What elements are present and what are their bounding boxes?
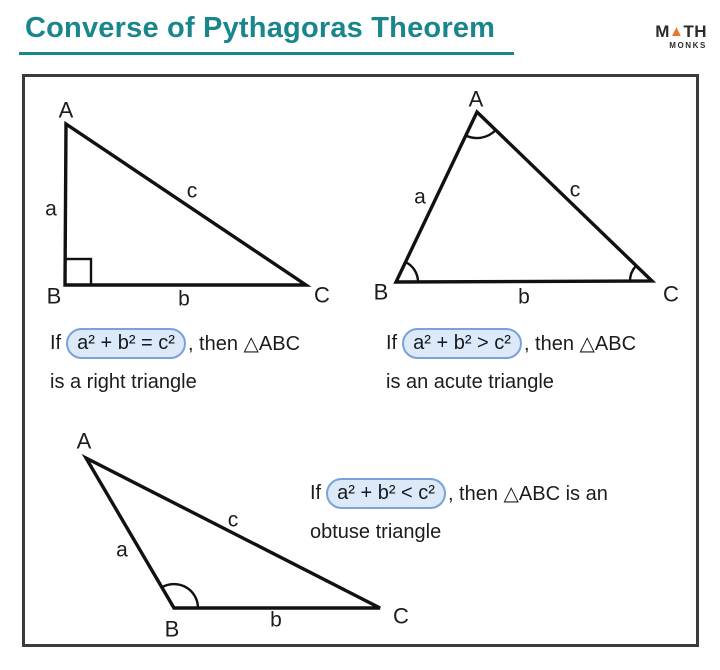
acute-triangle-shape xyxy=(396,112,652,282)
vertex-label-a: A xyxy=(76,428,92,454)
vertex-label-c: C xyxy=(393,603,409,629)
statement-line2: is an acute triangle xyxy=(386,371,554,393)
right-triangle-shape xyxy=(65,124,306,285)
vertex-label-a: A xyxy=(58,97,74,123)
side-label-b: b xyxy=(518,285,530,309)
side-label-c: c xyxy=(569,178,581,202)
statement-prefix: If xyxy=(386,332,398,354)
statement-suffix: , then △ABC is an xyxy=(447,483,608,505)
statement-line1 xyxy=(386,328,636,359)
formula-pill-equal: a² + b² = c² xyxy=(66,328,186,359)
side-label-b: b xyxy=(270,608,282,632)
logo-monks-text: MONKS xyxy=(669,41,707,50)
statement-suffix: , then △ABC xyxy=(187,333,301,355)
statement-obtuse-triangle xyxy=(310,478,608,544)
angle-arc-c-icon xyxy=(630,266,636,281)
vertex-label-b: B xyxy=(164,616,180,642)
side-label-c: c xyxy=(227,508,239,532)
side-label-a: a xyxy=(116,538,128,562)
vertex-label-a: A xyxy=(468,86,484,112)
statement-prefix: If xyxy=(310,482,322,504)
formula-pill-less: a² + b² < c² xyxy=(326,478,446,509)
logo-letter-m: M xyxy=(655,22,670,41)
math-monks-logo xyxy=(649,23,707,50)
logo-wordmark xyxy=(649,23,707,40)
right-angle-marker-icon xyxy=(65,259,91,285)
vertex-label-b: B xyxy=(46,283,62,309)
formula-pill-greater: a² + b² > c² xyxy=(402,328,522,359)
statement-line1 xyxy=(50,328,300,359)
angle-arc-a-icon xyxy=(466,130,496,138)
statement-right-triangle xyxy=(50,328,300,394)
statement-line1 xyxy=(310,478,608,509)
title-underline xyxy=(19,52,514,55)
vertex-label-c: C xyxy=(314,282,330,308)
right-triangle-figure xyxy=(45,98,330,311)
statement-line2: obtuse triangle xyxy=(310,521,442,543)
side-label-a: a xyxy=(45,197,57,221)
statement-line2: is a right triangle xyxy=(50,371,197,393)
side-label-b: b xyxy=(178,287,190,311)
side-label-a: a xyxy=(414,185,426,209)
logo-letters-th: TH xyxy=(683,22,707,41)
side-label-c: c xyxy=(186,179,198,203)
statement-acute-triangle xyxy=(386,328,636,394)
vertex-label-c: C xyxy=(663,281,679,307)
vertex-label-b: B xyxy=(373,279,389,305)
logo-triangle-icon: ▲ xyxy=(668,23,685,40)
statement-prefix: If xyxy=(50,332,62,354)
angle-arc-b-icon xyxy=(406,262,419,282)
page-title: Converse of Pythagoras Theorem xyxy=(25,12,496,44)
statement-suffix: , then △ABC xyxy=(523,333,637,355)
acute-triangle-figure xyxy=(374,87,679,309)
